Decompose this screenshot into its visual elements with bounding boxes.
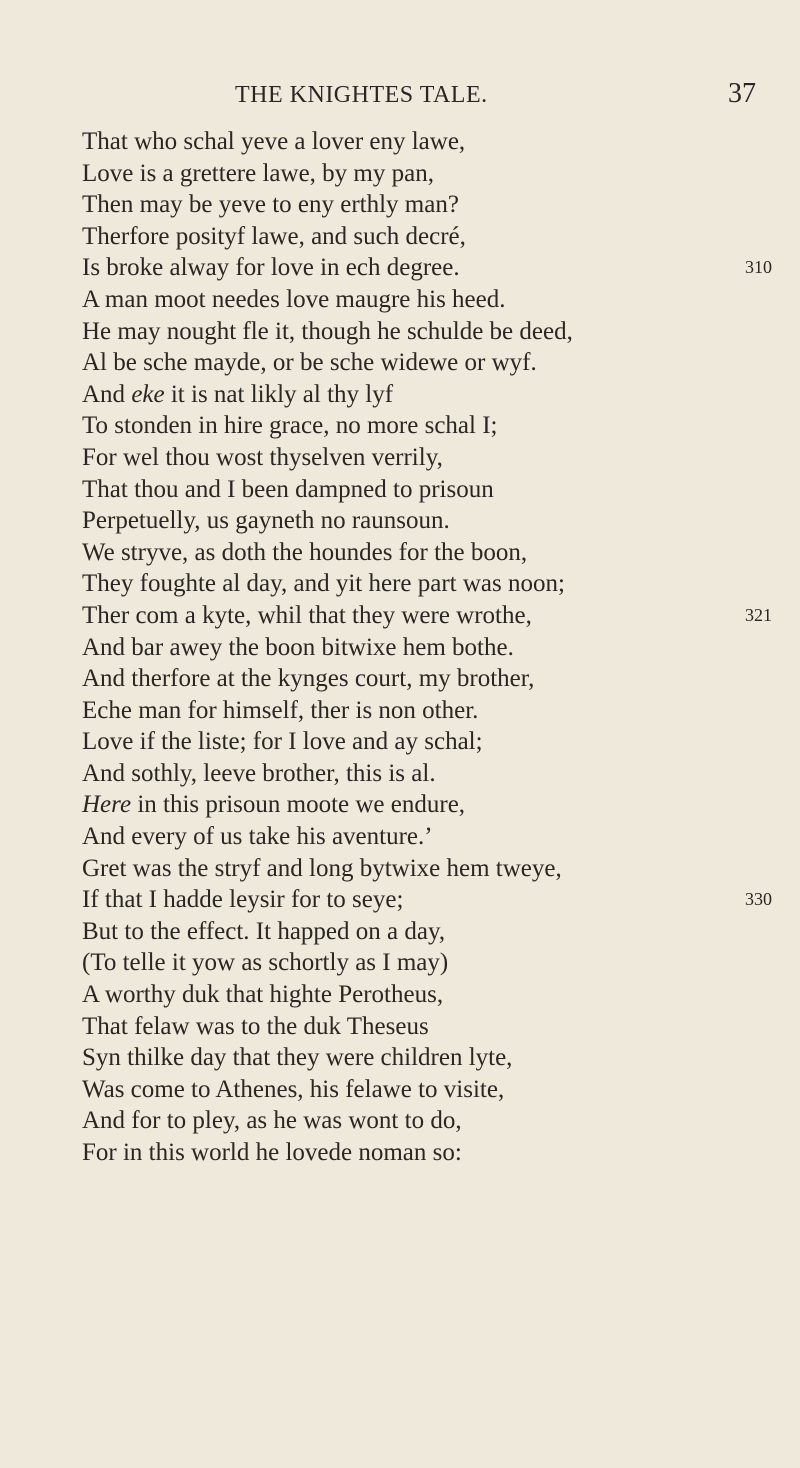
verse-text: Then may be yeve to eny erthly man?: [82, 191, 459, 219]
verse-text-continued: in this prisoun moote we endure,: [131, 791, 466, 819]
verse-line: [82, 379, 772, 411]
verse-line: [82, 853, 772, 885]
verse-text: Love is a grettere lawe, by my pan,: [82, 159, 434, 187]
verse-line: [82, 758, 772, 790]
verse-text: And: [82, 380, 132, 408]
verse-text: And therfore at the kynges court, my brother,: [82, 665, 535, 693]
verse-text: Syn thilke day that they were children lyte,: [82, 1044, 513, 1072]
verse-line: [82, 695, 772, 727]
verse-line: [82, 979, 772, 1011]
verse-line: [82, 1105, 772, 1137]
verse-line: [82, 600, 772, 632]
verse-text: To stonden in hire grace, no more schal I;: [82, 412, 498, 440]
verse-line: [82, 663, 772, 695]
verse-text: That who schal yeve a lover eny lawe,: [82, 128, 466, 155]
verse-text: Eche man for himself, ther is non other.: [82, 696, 479, 724]
verse-line: [82, 221, 772, 253]
verse-text: For in this world he lovede noman so:: [82, 1139, 462, 1166]
page-number: 37: [728, 78, 756, 109]
verse-text: And every of us take his aventure.’: [82, 823, 433, 851]
verse-line: [82, 632, 772, 664]
verse-text: And bar awey the boon bitwixe hem bothe.: [82, 633, 514, 661]
verse-line: [82, 410, 772, 442]
verse-text: We stryve, as doth the houndes for the boon,: [82, 538, 528, 566]
verse-text: A worthy duk that highte Perotheus,: [82, 981, 444, 1009]
verse-line: [82, 1011, 772, 1043]
verse-line: [82, 474, 772, 506]
verse-text: And for to pley, as he was wont to do,: [82, 1107, 462, 1135]
verse-italic-word: Here: [82, 791, 132, 819]
verse-line: [82, 947, 772, 979]
line-number: 310: [745, 257, 772, 278]
verse-line: [82, 1042, 772, 1074]
verse-text: He may nought fle it, though he schulde be deed,: [82, 317, 573, 345]
verse-line: [82, 347, 772, 379]
verse-text: But to the effect. It happed on a day,: [82, 917, 446, 945]
verse-text: Therfore posityf lawe, and such decré,: [82, 222, 466, 250]
verse-line: [82, 505, 772, 537]
verse-text: And sothly, leeve brother, this is al.: [82, 759, 436, 787]
verse-line: [82, 1137, 772, 1169]
verse-line: [82, 916, 772, 948]
verse-line: [82, 1074, 772, 1106]
verse-text: Love if the liste; for I love and ay schal;: [82, 728, 483, 756]
verse-text: (To telle it yow as schortly as I may): [82, 949, 449, 977]
verse-line: [82, 884, 772, 916]
verse-text: That thou and I been dampned to prisoun: [82, 475, 494, 503]
line-number: 330: [745, 889, 772, 910]
verse-line: [82, 158, 772, 190]
running-title: THE KNIGHTES TALE.: [235, 82, 488, 108]
verse-text: Al be sche mayde, or be sche widewe or wyf.: [82, 349, 537, 377]
verse-line: [82, 126, 772, 158]
verse-text: Perpetuelly, us gayneth no raunsoun.: [82, 507, 450, 535]
verse-line: [82, 568, 772, 600]
verse-line: [82, 537, 772, 569]
verse-text: If that I hadde leysir for to seye;: [82, 886, 404, 914]
verse-block: [82, 126, 772, 1169]
verse-text: For wel thou wost thyselven verrily,: [82, 443, 443, 471]
verse-line: [82, 726, 772, 758]
verse-text: Was come to Athenes, his felawe to visite,: [82, 1075, 505, 1103]
verse-text: Ther com a kyte, whil that they were wrothe,: [82, 601, 532, 629]
verse-text: A man moot needes love maugre his heed.: [82, 285, 506, 313]
verse-line: [82, 189, 772, 221]
verse-line: [82, 252, 772, 284]
verse-line: [82, 442, 772, 474]
verse-text: They foughte al day, and yit here part was noon;: [82, 570, 565, 598]
verse-italic-word: eke: [131, 380, 165, 408]
verse-line: [82, 789, 772, 821]
verse-line: [82, 821, 772, 853]
verse-text-continued: it is nat likly al thy lyf: [164, 380, 394, 408]
verse-line: [82, 284, 772, 316]
verse-text: Gret was the stryf and long bytwixe hem tweye,: [82, 854, 562, 882]
verse-text: Is broke alway for love in ech degree.: [82, 254, 460, 282]
verse-line: [82, 316, 772, 348]
line-number: 321: [745, 604, 772, 625]
verse-text: That felaw was to the duk Theseus: [82, 1012, 429, 1040]
